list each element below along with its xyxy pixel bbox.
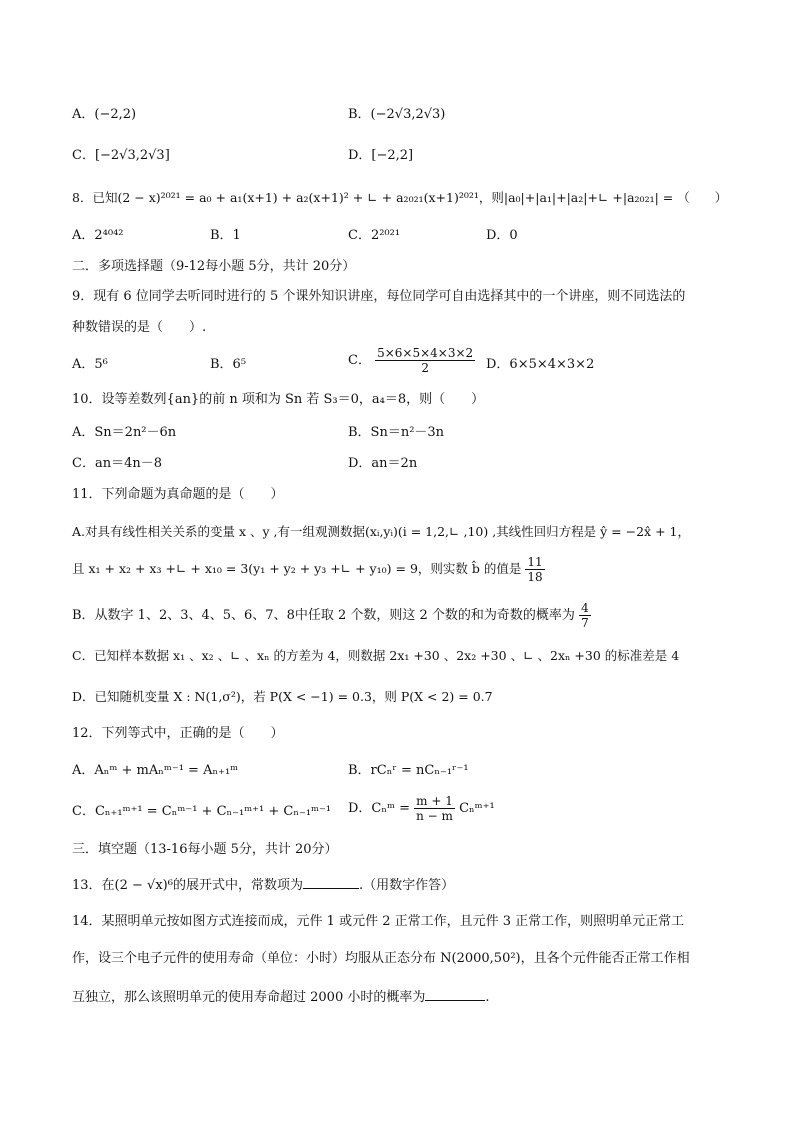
- q9-option-a: A．5⁶: [72, 357, 108, 372]
- q8-option-a: A．2⁴⁰⁴²: [72, 228, 124, 243]
- q10-option-a: A．Sn＝2n²－6n: [72, 425, 177, 440]
- q12-option-d-numerator: m + 1: [414, 794, 455, 809]
- q10-option-c: C．an＝4n－8: [72, 456, 162, 471]
- q8-option-b: B．1: [210, 228, 241, 243]
- q13: [72, 874, 454, 897]
- q10-option-b: B．Sn＝n²－3n: [348, 425, 445, 440]
- q9-option-d: D．6×5×4×3×2: [486, 357, 595, 372]
- q11-stem: 11．下列命题为真命题的是（ ）: [72, 487, 284, 502]
- q14-line3-suffix: .: [485, 990, 490, 1005]
- q12-option-d-denominator: n − m: [416, 809, 453, 823]
- q9-stem-line2: 种数错误的是（ ）.: [72, 320, 207, 335]
- q9-option-c-label: C．: [348, 353, 371, 368]
- q11-option-b-numerator: 4: [581, 601, 589, 615]
- q9-option-c-numerator: 5×6×5×4×3×2: [377, 346, 474, 360]
- q12-option-d-suffix: Cₙᵐ⁺¹: [459, 801, 495, 816]
- q11-option-a-fraction: [525, 555, 544, 584]
- q8-option-d: D．0: [486, 228, 518, 243]
- q9-option-c-denominator: 2: [421, 361, 429, 375]
- q11-option-a-line2: [72, 555, 545, 584]
- q9-option-c: [348, 346, 475, 375]
- q11-option-b-fraction: [579, 601, 591, 630]
- q12-stem: 12．下列等式中，正确的是（ ）: [72, 726, 284, 741]
- q11-option-b-denominator: 7: [581, 616, 589, 630]
- section-2-heading: 二．多项选择题（9-12每小题 5分，共计 20分）: [72, 259, 356, 274]
- q11-option-c: C．已知样本数据 x₁ 、x₂ 、∟ 、xₙ 的方差为 4，则数据 2x₁ +30 、2x₂ +30 、∟ 、2xₙ +30 的标准差是 4: [72, 648, 680, 663]
- q8-stem: 8．已知(2 − x)²⁰²¹ = a₀ + a₁(x+1) + a₂(x+1)² + ∟ + a₂₀₂₁(x+1)²⁰²¹，则|a₀|+|a₁|+|a₂|+∟ +|a₂₀₂₁| = （ ）: [72, 190, 728, 205]
- q9-option-c-fraction: [375, 346, 475, 375]
- q12-option-d-label: D．Cₙᵐ =: [348, 801, 415, 816]
- section-3-heading: 三．填空题（13-16每小题 5分，共计 20分）: [72, 842, 338, 857]
- q7-option-d: D．[−2,2]: [348, 148, 414, 163]
- q11-option-a-line2-text: 且 x₁ + x₂ + x₃ +∟ + x₁₀ = 3(y₁ + y₂ + y₃ +∟ + y₁₀) = 9，则实数 b̂ 的值是: [72, 561, 522, 576]
- q12-option-d: [348, 794, 495, 823]
- q11-option-b: [72, 601, 591, 630]
- q14-line3: [72, 986, 490, 1009]
- q10-option-d: D．an＝2n: [348, 456, 418, 471]
- q8-option-c: C．2²⁰²¹: [348, 228, 401, 243]
- q14-line3-text: 互独立，那么该照明单元的使用寿命超过 2000 小时的概率为: [72, 990, 426, 1005]
- q14-answer-blank: [425, 986, 485, 1001]
- q7-option-c: C．[−2√3,2√3]: [72, 148, 170, 163]
- q9-option-b: B．6⁵: [210, 357, 247, 372]
- q13-answer-blank: [303, 874, 359, 889]
- q14-line1: 14．某照明单元按如图方式连接而成，元件 1 或元件 2 正常工作，且元件 3 正常工作，则照明单元正常工: [72, 914, 685, 929]
- q10-stem: 10．设等差数列{an}的前 n 项和为 Sn 若 S₃＝0，a₄＝8，则（ ）: [72, 392, 485, 407]
- q12-option-d-fraction: [414, 794, 455, 823]
- q11-option-d: D．已知随机变量 X : N(1,σ²)，若 P(X < −1) = 0.3，则 P(X < 2) = 0.7: [72, 689, 493, 704]
- q11-option-a-line1: A.对具有线性相关关系的变量 x 、y ,有一组观测数据(xᵢ,yᵢ)(i = 1,2,∟ ,10) ,其线性回归方程是 ŷ = −2x̂ + 1，: [72, 524, 690, 539]
- q14-line2: 作，设三个电子元件的使用寿命（单位：小时）均服从正态分布 N(2000,50²)，且各个元件能否正常工作相: [72, 951, 690, 966]
- q11-option-b-text: B．从数字 1、2、3、4、5、6、7、8中任取 2 个数，则这 2 个数的和为奇数的概率为: [72, 608, 575, 623]
- q12-option-a: A．Aₙᵐ + mAₙᵐ⁻¹ = Aₙ₊₁ᵐ: [72, 763, 239, 778]
- q9-stem-line1: 9．现有 6 位同学去听同时进行的 5 个课外知识讲座，每位同学可自由选择其中的一个讲座，则不同选法的: [72, 289, 686, 304]
- q7-option-a: A．(−2,2): [72, 107, 137, 122]
- q7-option-b: B．(−2√3,2√3): [348, 107, 446, 122]
- q11-option-a-numerator: 11: [527, 555, 543, 569]
- q12-option-c: C．Cₙ₊₁ᵐ⁺¹ = Cₙᵐ⁻¹ + Cₙ₋₁ᵐ⁺¹ + Cₙ₋₁ᵐ⁻¹: [72, 804, 332, 819]
- q13-text: 13．在(2 − √x)⁶的展开式中，常数项为: [72, 878, 303, 893]
- q12-option-b: B．rCₙʳ = nCₙ₋₁ʳ⁻¹: [348, 763, 469, 778]
- q11-option-a-denominator: 18: [527, 570, 543, 584]
- q13-suffix: .（用数字作答）: [358, 878, 455, 893]
